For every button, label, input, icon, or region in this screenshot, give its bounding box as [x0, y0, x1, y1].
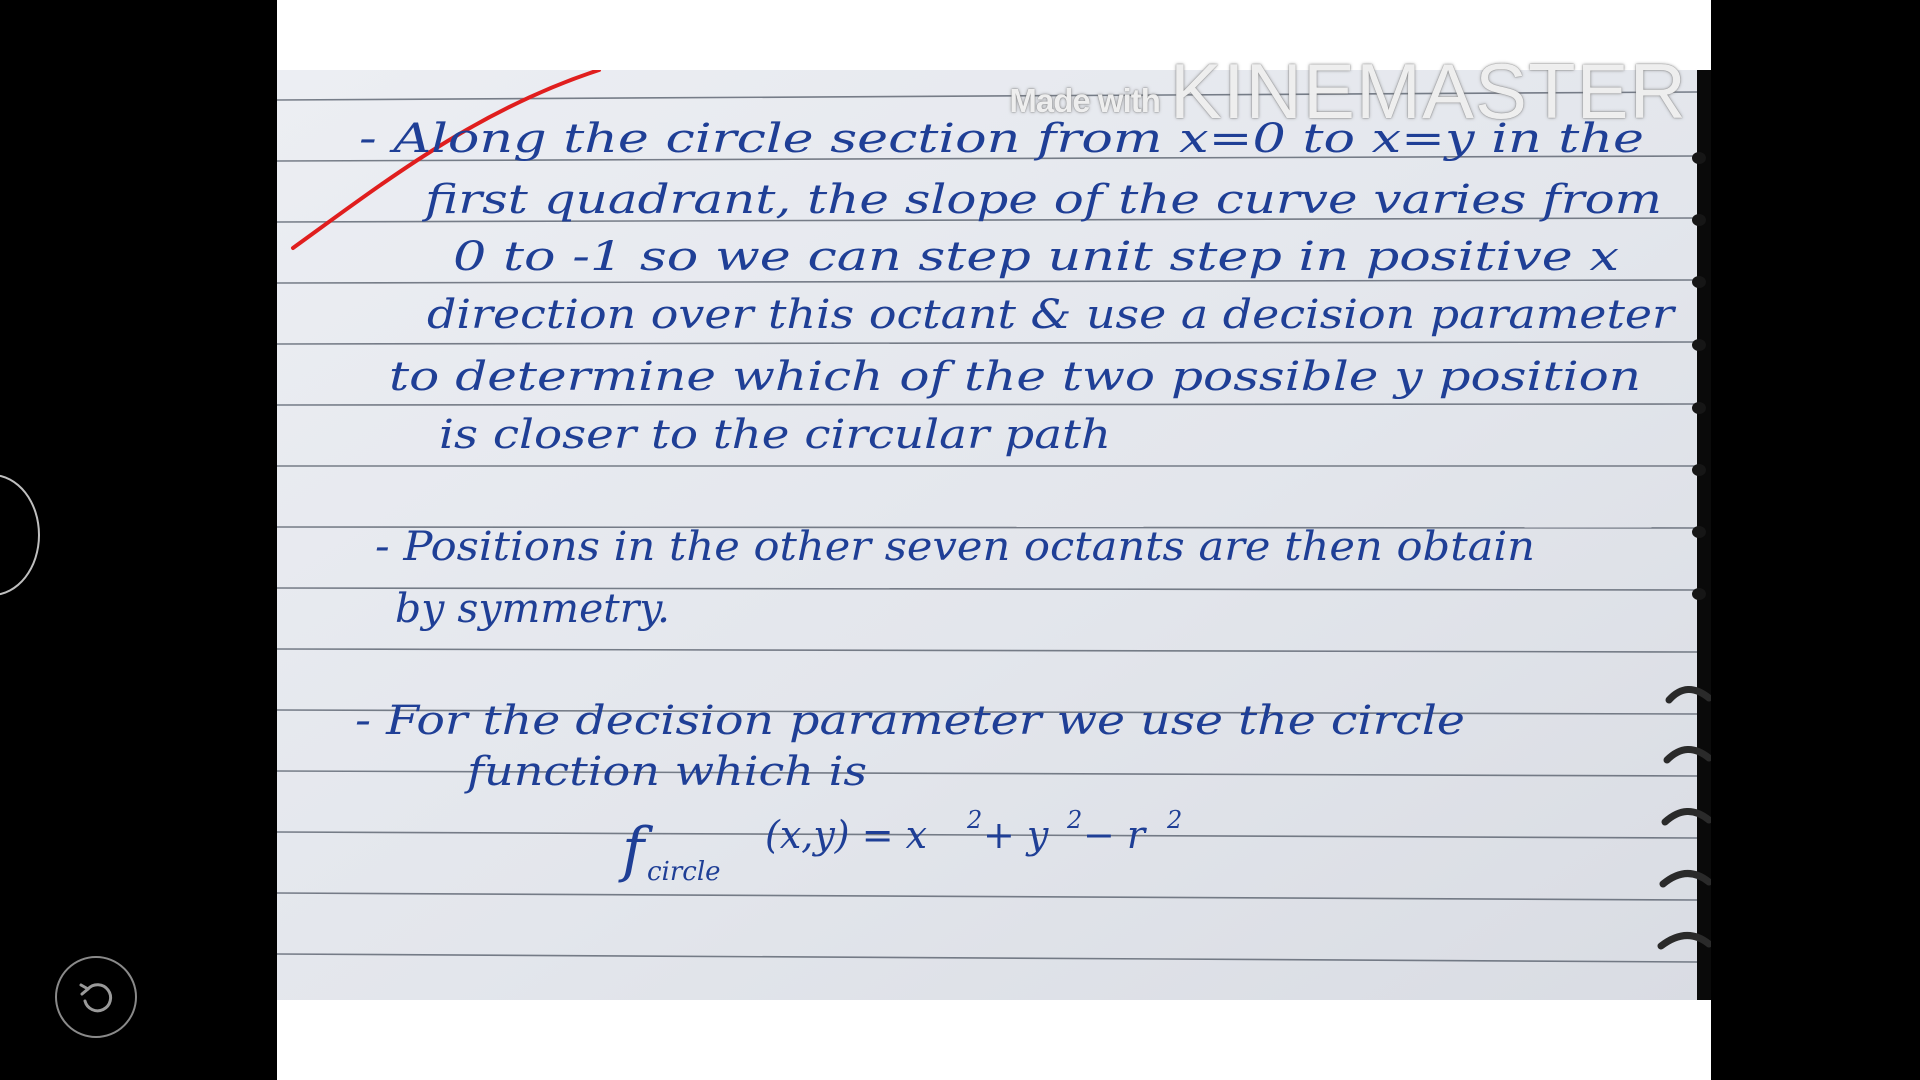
note-line: first quadrant, the slope of the curve varies from	[421, 177, 1663, 223]
note-line: - Along the circle section from x=0 to x=y in the	[359, 116, 1644, 162]
formula-exponent: 2	[967, 806, 983, 834]
formula-subscript: circle	[647, 857, 721, 887]
formula-minus-term: − r	[1083, 813, 1146, 857]
watermark-prefix: Made with	[1009, 82, 1160, 119]
formula-plus-term: + y	[983, 813, 1049, 857]
watermark-brand: KINEMASTER	[1169, 47, 1687, 135]
replay-button[interactable]	[55, 956, 137, 1038]
notebook-page	[277, 70, 1711, 1000]
note-line: by symmetry.	[395, 586, 670, 632]
note-line: 0 to -1 so we can step unit step in positive x	[453, 234, 1619, 280]
note-line: is closer to the circular path	[439, 412, 1111, 458]
video-frame[interactable]	[277, 0, 1711, 1080]
formula-f: f	[622, 815, 645, 885]
note-line: - Positions in the other seven octants are then obtain	[375, 524, 1535, 570]
formula-args: (x,y) = x	[765, 813, 928, 857]
note-line: function which is	[463, 749, 867, 795]
note-line: - For the decision parameter we use the circle	[355, 698, 1465, 744]
partial-circle-icon[interactable]	[0, 474, 40, 596]
formula-exponent: 2	[1167, 806, 1183, 834]
replay-icon	[74, 975, 118, 1019]
note-line: direction over this octant & use a decision parameter	[427, 292, 1678, 338]
notebook-page-svg	[277, 70, 1711, 1000]
formula-exponent: 2	[1067, 806, 1083, 834]
note-line: to determine which of the two possible y position	[389, 354, 1641, 400]
